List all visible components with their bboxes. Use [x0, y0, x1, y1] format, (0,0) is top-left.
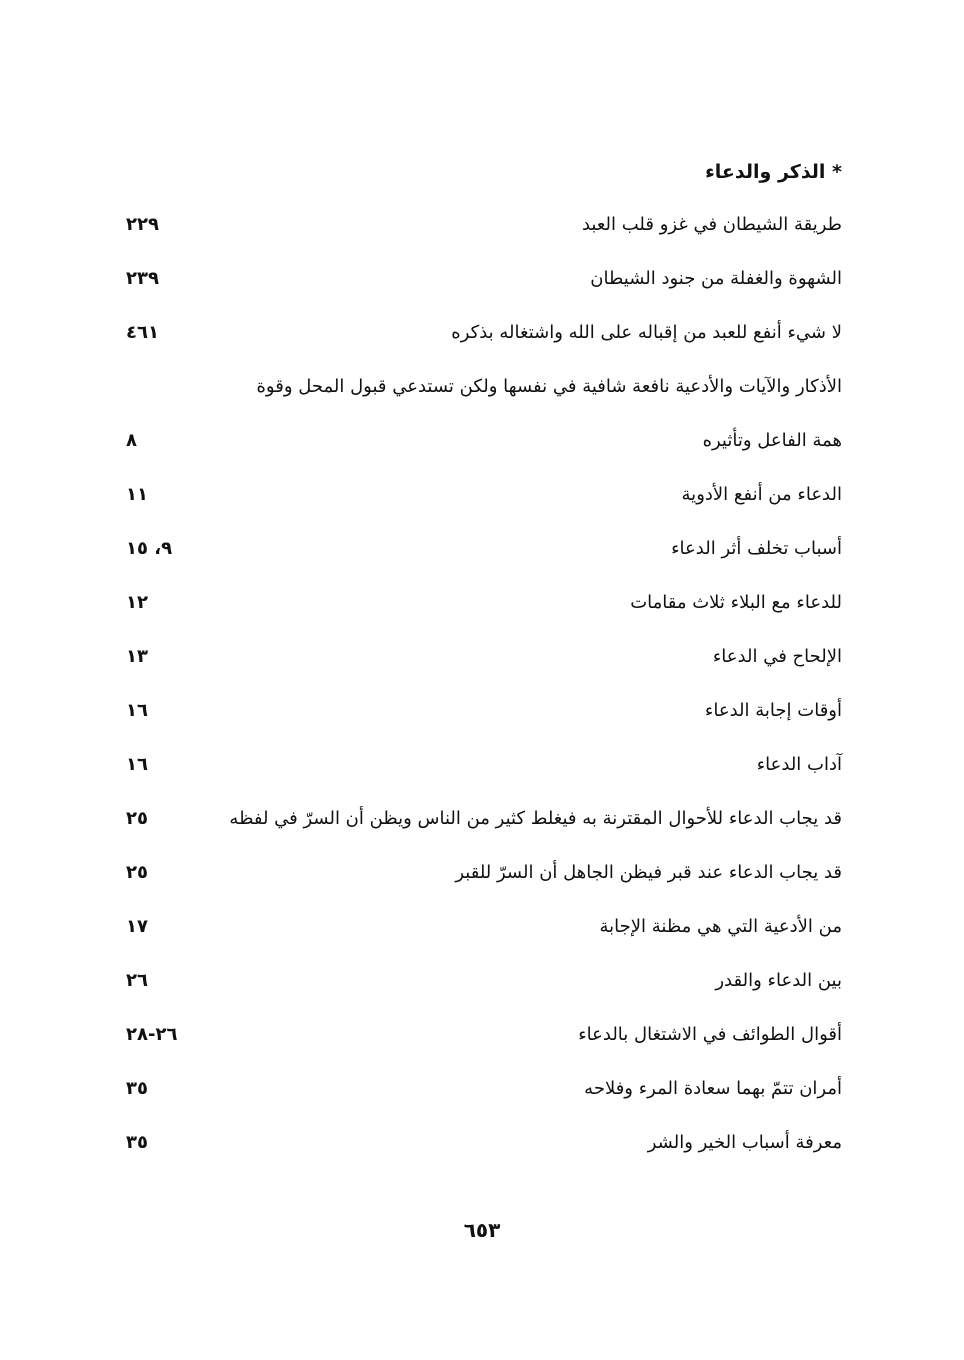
entry-title: الإلحاح في الدعاء [712, 646, 842, 667]
entry-page-number: ٨ [126, 430, 137, 451]
entry-title: الشهوة والغفلة من جنود الشيطان [590, 268, 842, 289]
entry-title: لا شيء أنفع للعبد من إقباله على الله واشتغاله بذكره [451, 322, 842, 343]
entry-title: للدعاء مع البلاء ثلاث مقامات [630, 592, 842, 613]
entry-page-number: ٩، ١٥ [126, 538, 173, 559]
index-entries [100, 198, 842, 1170]
index-entry [100, 954, 842, 1008]
entry-page-number: ٢٢٩ [126, 214, 159, 235]
entry-title: قد يجاب الدعاء عند قبر فيظن الجاهل أن السرّ للقبر [455, 862, 842, 883]
entry-page-number: ٣٥ [126, 1132, 148, 1153]
entry-page-number: ١٣ [126, 646, 148, 667]
page-number: ٦٥٣ [463, 1218, 501, 1242]
index-entry [100, 1008, 842, 1062]
index-entry [100, 468, 842, 522]
index-entry [100, 252, 842, 306]
index-entry [100, 306, 842, 360]
entry-page-number: ٢٦ [126, 970, 148, 991]
index-entry [100, 684, 842, 738]
entry-page-number: ١٦ [126, 754, 148, 775]
index-entry [100, 360, 842, 414]
entry-title: أسباب تخلف أثر الدعاء [671, 538, 842, 559]
section-heading: * الذكر والدعاء [705, 161, 842, 183]
entry-title: الأذكار والآيات والأدعية نافعة شافية في نفسها ولكن تستدعي قبول المحل وقوة [256, 376, 842, 397]
entry-page-number: ٣٥ [126, 1078, 148, 1099]
entry-title: أوقات إجابة الدعاء [704, 700, 842, 721]
entry-page-number: ١١ [126, 484, 148, 505]
index-entry [100, 846, 842, 900]
index-entry [100, 900, 842, 954]
entry-page-number: ٢٥ [126, 862, 148, 883]
entry-title: من الأدعية التي هي مظنة الإجابة [599, 916, 842, 937]
entry-page-number: ٢٣٩ [126, 268, 159, 289]
entry-title: بين الدعاء والقدر [715, 970, 842, 991]
index-entry [100, 792, 842, 846]
entry-page-number: ٢٦-٢٨ [126, 1024, 178, 1045]
index-entry [100, 738, 842, 792]
entry-page-number: ١٧ [126, 916, 148, 937]
index-entry [100, 1062, 842, 1116]
entry-title: طريقة الشيطان في غزو قلب العبد [581, 214, 842, 235]
entry-title: همة الفاعل وتأثيره [702, 430, 842, 451]
entry-title: أقوال الطوائف في الاشتغال بالدعاء [578, 1024, 842, 1045]
entry-page-number: ١٦ [126, 700, 148, 721]
index-entry [100, 630, 842, 684]
index-entry [100, 198, 842, 252]
index-entry [100, 414, 842, 468]
index-entry [100, 576, 842, 630]
entry-page-number: ٤٦١ [126, 322, 159, 343]
index-entry [100, 522, 842, 576]
entry-title: الدعاء من أنفع الأدوية [681, 484, 842, 505]
index-entry [100, 1116, 842, 1170]
entry-title: معرفة أسباب الخير والشر [647, 1132, 842, 1153]
entry-page-number: ٢٥ [126, 808, 148, 829]
entry-page-number: ١٢ [126, 592, 148, 613]
entry-title: أمران تتمّ بهما سعادة المرء وفلاحه [584, 1078, 842, 1099]
entry-title: قد يجاب الدعاء للأحوال المقترنة به فيغلط كثير من الناس ويظن أن السرّ في لفظه [229, 808, 842, 829]
entry-title: آداب الدعاء [756, 754, 842, 775]
